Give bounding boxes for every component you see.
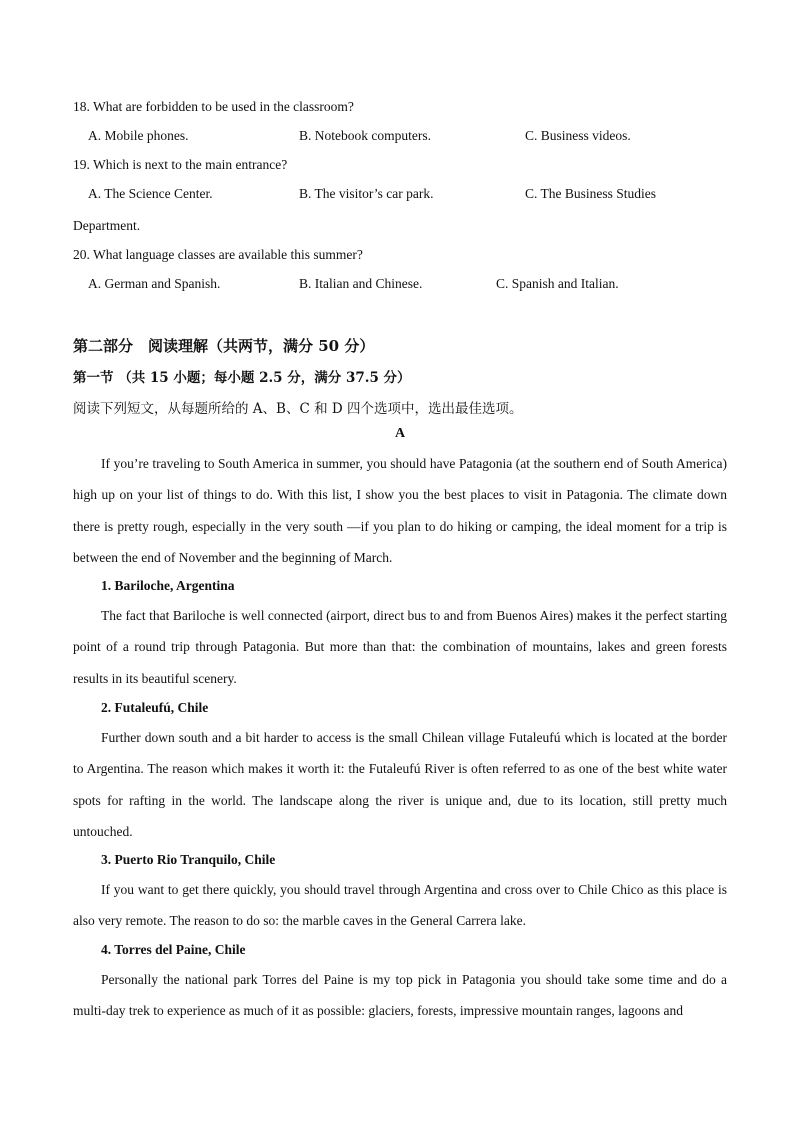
question-18-option-b: B. Notebook computers. bbox=[299, 128, 431, 143]
question-20-stem: 20. What language classes are available this summer? bbox=[73, 247, 363, 262]
instruction-text: 阅读下列短文，从每题所给的 A、B、C 和 D 四个选项中，选出最佳选项。 bbox=[73, 401, 523, 417]
question-20-option-a: A. German and Spanish. bbox=[88, 276, 221, 291]
passage-label: A bbox=[394, 426, 406, 441]
place-3-title: 3. Puerto Rio Tranquilo, Chile bbox=[101, 852, 276, 867]
place-2-text: Further down south and a bit harder to access is the small Chilean village Futaleufú which is located at the border to Argentina. The reason which makes it worth it: the Futaleufú River is often referred to as one of the best white water spots for rafting in the world. The landscape along the river is unique and, due to its location, still pretty much untouched. bbox=[73, 730, 727, 840]
question-18-option-c: C. Business videos. bbox=[525, 128, 631, 143]
place-2-title: 2. Futaleufú, Chile bbox=[101, 700, 209, 715]
place-3-text: If you want to get there quickly, you should travel through Argentina and cross over to Chile Chico as this place is also very remote. The reason to do so: the marble caves in the General Carrera lake. bbox=[73, 882, 727, 929]
question-19-option-c: C. The Business Studies bbox=[525, 186, 657, 201]
passage-intro: If you’re traveling to South America in summer, you should have Patagonia (at the southern end of South America) high up on your list of things to do. With this list, I show you the best places to visit in Patagonia. The climate down there is pretty rough, especially in the very south —if you plan to do hiking or camping, the ideal moment for a trip is between the end of November and the beginning of March. bbox=[73, 456, 727, 566]
question-18-option-a: A. Mobile phones. bbox=[88, 128, 189, 143]
question-19-option-b: B. The visitor’s car park. bbox=[299, 186, 434, 201]
question-19-option-c-continuation: Department. bbox=[73, 218, 141, 233]
place-1-text: The fact that Bariloche is well connected (airport, direct bus to and from Buenos Aires) makes it the perfect starting point of a round trip through Patagonia. But more than that: the combination of mountains, lakes and green forests results in its beautiful scenery. bbox=[73, 608, 727, 686]
question-19-option-a: A. The Science Center. bbox=[88, 186, 213, 201]
question-19-stem: 19. Which is next to the main entrance? bbox=[73, 157, 288, 172]
question-20-option-c: C. Spanish and Italian. bbox=[496, 276, 619, 291]
question-20-option-b: B. Italian and Chinese. bbox=[299, 276, 423, 291]
section1-heading: 第一节 （共 15 小题；每小题 2.5 分，满分 37.5 分） bbox=[73, 370, 411, 386]
part2-heading: 第二部分 阅读理解（共两节，满分 50 分） bbox=[73, 337, 375, 355]
question-18-stem: 18. What are forbidden to be used in the classroom? bbox=[73, 99, 354, 114]
place-4-title: 4. Torres del Paine, Chile bbox=[101, 942, 246, 957]
place-4-text: Personally the national park Torres del Paine is my top pick in Patagonia you should take some time and do a multi-day trek to experience as much of it as possible: glaciers, forests, impressive mountain ranges, lagoons and bbox=[73, 972, 727, 1019]
place-1-title: 1. Bariloche, Argentina bbox=[101, 578, 235, 593]
